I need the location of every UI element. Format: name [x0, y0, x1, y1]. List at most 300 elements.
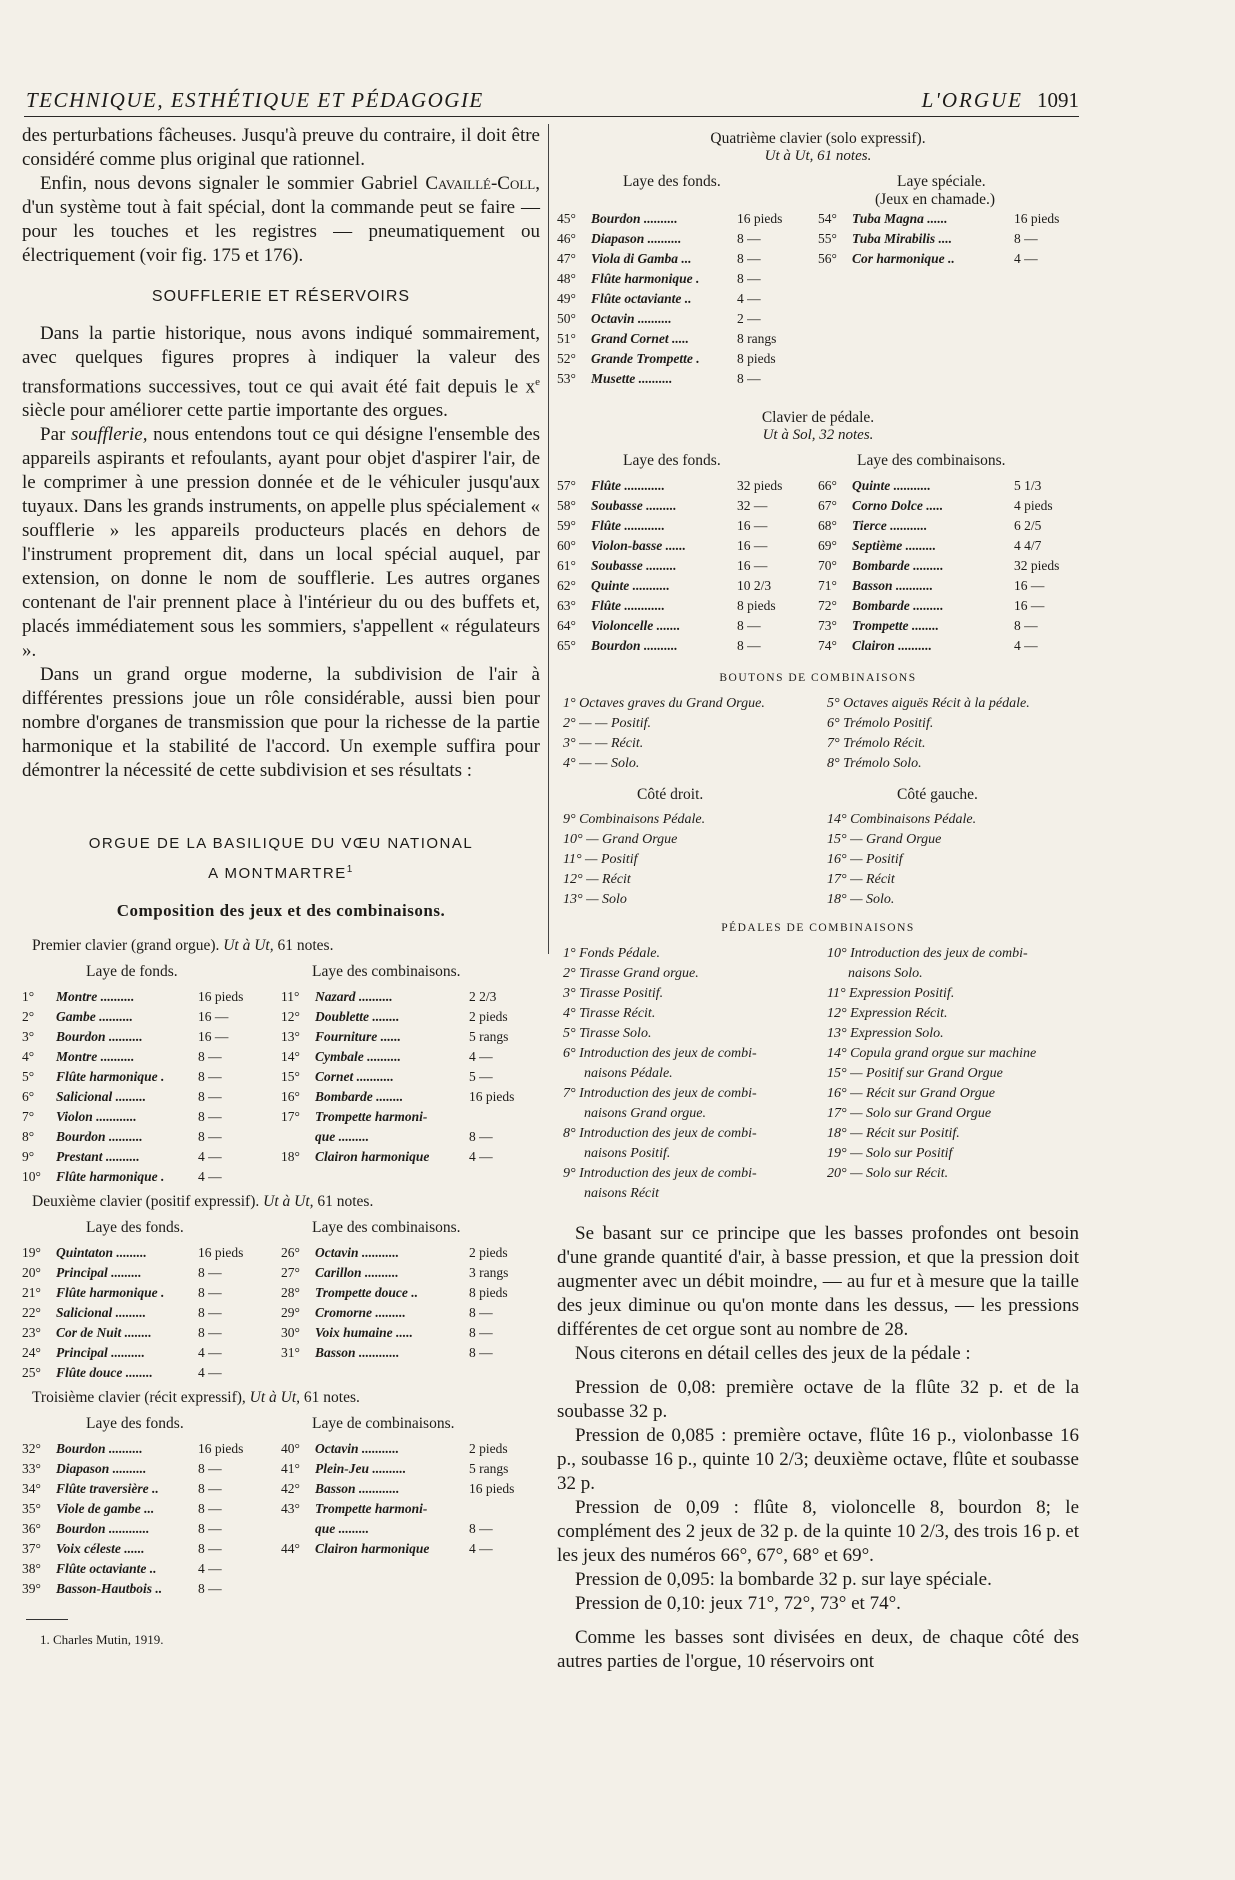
stop-row [281, 1479, 540, 1499]
right-text [557, 1222, 1079, 1674]
header-left: TECHNIQUE, ESTHÉTIQUE ET PÉDAGOGIE [26, 88, 484, 112]
stop-name: Doublette ........ [315, 1009, 400, 1025]
boutons-list [557, 694, 1079, 774]
stop-row [281, 1027, 540, 1047]
stop-footage: 16 — [198, 1029, 229, 1045]
stop-number: 70° [818, 558, 837, 573]
stop-footage: 8 — [198, 1069, 222, 1085]
cote-gauche: Côté gauche. [897, 786, 978, 803]
stop-number: 58° [557, 498, 576, 513]
combination-right: 17° — Solo sur Grand Orgue [827, 1106, 992, 1121]
pedal-title: Clavier de pédale. [761, 409, 875, 426]
combination-right: 13° Expression Solo. [827, 1026, 944, 1041]
stop-number: 24° [22, 1345, 41, 1361]
stop-name: Flûte harmonique . [56, 1285, 165, 1301]
stop-name: Cymbale .......... [315, 1049, 401, 1065]
stop-name: Octavin ........... [315, 1441, 399, 1457]
combination-left: 1° Octaves graves du Grand Orgue. [563, 696, 765, 711]
stop-name: Corno Dolce ..... [852, 498, 944, 513]
orgue-title-line2 [22, 857, 540, 887]
stop-row [281, 1303, 540, 1323]
stop-row [22, 1579, 281, 1599]
stop-column [557, 476, 818, 656]
stop-row [557, 269, 818, 289]
solo-subheads-2 [557, 191, 1079, 209]
stop-row [818, 229, 1079, 249]
stop-number: 16° [281, 1089, 300, 1105]
stop-footage: 4 — [198, 1169, 222, 1185]
stop-row [22, 1283, 281, 1303]
cotes-subheads [557, 784, 1079, 810]
stop-row [557, 636, 818, 656]
stop-row [281, 1007, 540, 1027]
stop-name: Basson ........... [852, 578, 934, 593]
stop-number: 44° [281, 1541, 300, 1557]
stop-number: 4° [22, 1049, 35, 1065]
combination-right: 12° Expression Récit. [827, 1006, 948, 1021]
p4-end: nous entendons tout ce qui désigne l'ensemble des appareils aspirants et refoulants, ayant pour objet d'aspirer l'air, de le comprimer à une pression donnée et de le véhiculer jusqu'aux tuyaux. Dans les grands instruments, on appelle plus spécialement « soufflerie » les appareils producteurs placés en dehors de l'instrument proprement dit, dans un local spécial auquel, par extension, on donne le nom de soufflerie. Les autres organes contenant de l'air prennent place à l'intérieur du ou des buffets et, placés immédiatement sous les sommiers, s'appellent « régulateurs ». [22, 424, 540, 662]
stop-footage: 8 rangs [737, 331, 777, 346]
stop-name: Clairon .......... [852, 638, 932, 653]
stop-footage: 4 — [469, 1149, 493, 1165]
stop-footage: 2 2/3 [469, 989, 497, 1005]
stop-name: Basson ............ [315, 1345, 400, 1361]
stop-row [22, 1087, 281, 1107]
stop-row [22, 1519, 281, 1539]
stop-name: Salicional ......... [56, 1305, 147, 1321]
stop-row [557, 249, 818, 269]
combination-row [557, 810, 1079, 830]
stop-name: Bourdon .......... [56, 1129, 143, 1145]
combination-right: 14° Copula grand orgue sur machine [827, 1046, 1037, 1061]
stop-name: Cornet ........... [315, 1069, 394, 1085]
stop-name: Quinte ........... [591, 578, 670, 593]
stop-footage: 8 — [198, 1501, 222, 1517]
stop-number: 37° [22, 1541, 41, 1557]
pedal-h2: Laye des combinaisons. [857, 452, 1006, 469]
stop-name: Principal ......... [56, 1265, 142, 1281]
stop-row [281, 1363, 540, 1383]
right-paragraph-5: Pression de 0,09 : flûte 8, violoncelle 8, bourdon 8; le complément des 2 jeux de 32 p. de la quinte 10 2/3, des trois 16 p. et les jeux des numéros 66°, 67°, 68° et 69°. [557, 1497, 1079, 1566]
stop-name: Diapason .......... [591, 231, 682, 246]
combination-left: 12° — Récit [563, 872, 631, 887]
stop-row [281, 1459, 540, 1479]
pedales-list [557, 944, 1079, 1204]
combination-row [557, 694, 1079, 714]
stop-name: Bombarde ......... [852, 598, 944, 613]
manual-title [32, 937, 540, 955]
manual-h2: Laye des combinaisons. [312, 963, 461, 981]
combination-right: 17° — Récit [827, 872, 895, 887]
solo-range: Ut à Ut, 61 notes. [764, 148, 872, 164]
stop-number: 67° [818, 498, 837, 513]
stop-name: Flûte harmonique . [56, 1069, 165, 1085]
stop-footage: 16 pieds [1014, 211, 1060, 226]
stop-name: Principal .......... [56, 1345, 145, 1361]
stop-row [818, 476, 1079, 496]
stop-name: Violoncelle ....... [591, 618, 681, 633]
combination-row [557, 850, 1079, 870]
stop-footage: 8 — [198, 1305, 222, 1321]
stop-footage: 8 pieds [737, 351, 776, 366]
combination-right: 16° — Positif [827, 852, 903, 867]
stop-name: Basson-Hautbois .. [56, 1581, 163, 1597]
stop-footage: 8 — [737, 271, 761, 286]
stop-name: Nazard .......... [315, 989, 393, 1005]
combination-row [557, 714, 1079, 734]
header-title: L'ORGUE [921, 88, 1023, 112]
stop-footage: 4 pieds [1014, 498, 1053, 513]
combination-row [557, 944, 1079, 964]
stop-row [281, 1559, 540, 1579]
stop-row [557, 516, 818, 536]
combination-left: 3° — — Récit. [563, 736, 644, 751]
stop-footage: 8 — [198, 1521, 222, 1537]
stop-number: 6° [22, 1089, 35, 1105]
combination-left: 4° — — Solo. [563, 756, 640, 771]
stop-name: Prestant .......... [56, 1149, 140, 1165]
stop-number: 15° [281, 1069, 300, 1085]
stop-row [557, 496, 818, 516]
manual-title [32, 1193, 540, 1211]
stop-footage: 16 pieds [198, 1245, 244, 1261]
stop-row [818, 536, 1079, 556]
stop-footage: 4 — [469, 1049, 493, 1065]
pedal-subheads [557, 450, 1079, 476]
stop-number: 22° [22, 1305, 41, 1321]
stop-name: Soubasse ......... [591, 558, 677, 573]
stop-number: 10° [22, 1169, 41, 1185]
p2-start: Enfin, nous devons signaler le sommier Gabriel [40, 173, 418, 194]
stop-row [22, 1147, 281, 1167]
stop-row [818, 616, 1079, 636]
stop-row [22, 1047, 281, 1067]
stop-name: Flûte traversière .. [56, 1481, 159, 1497]
stop-footage: 8 — [1014, 231, 1038, 246]
combination-right: 5° Octaves aiguës Récit à la pédale. [827, 696, 1030, 711]
combination-left: 2° Tirasse Grand orgue. [563, 966, 699, 981]
stop-row [281, 1539, 540, 1559]
right-paragraph-7: Pression de 0,10: jeux 71°, 72°, 73° et 74°. [575, 1593, 901, 1614]
stop-name: Octavin .......... [591, 311, 672, 326]
stop-footage: 8 — [737, 251, 761, 266]
stop-number: 12° [281, 1009, 300, 1025]
stop-row [557, 576, 818, 596]
stop-row [22, 1539, 281, 1559]
paragraph-5: Dans un grand orgue moderne, la subdivision de l'air à différentes pressions joue un rôle considérable, aussi bien pour nombre d'organes de transmission que pour la richesse de la partie harmonique et la stabilité de l'accord. Un exemple suffira pour démontrer la nécessité de cette subdivision et ses résultats : [22, 664, 540, 782]
stop-name: Voix céleste ...... [56, 1541, 145, 1557]
stop-footage: 4 — [198, 1149, 222, 1165]
stop-name: Bourdon .......... [591, 211, 678, 226]
manual-h1: Laye de fonds. [86, 963, 178, 981]
stop-name: Violon-basse ...... [591, 538, 686, 553]
right-paragraph-4: Pression de 0,085 : première octave, flûte 16 p., violonbasse 16 p., soubasse 16 p., quinte 10 2/3; deuxième octave, flûte et soubasse 32 p. [557, 1425, 1079, 1494]
manual-section [22, 1193, 540, 1383]
stop-footage: 32 pieds [1014, 558, 1060, 573]
stop-footage: 5 rangs [469, 1029, 509, 1045]
stop-number: 30° [281, 1325, 300, 1341]
combination-row [557, 1144, 1079, 1164]
right-column [557, 130, 1079, 1674]
stop-number: 40° [281, 1441, 300, 1457]
stop-footage: 8 — [737, 618, 761, 633]
p4-term: soufflerie, [70, 424, 148, 446]
stop-number: 49° [557, 291, 576, 306]
right-paragraph-2: Nous citerons en détail celles des jeux de la pédale : [575, 1343, 971, 1364]
combination-left: 9° Introduction des jeux de combi- [563, 1166, 757, 1181]
stop-name: Gambe .......... [56, 1009, 133, 1025]
stop-column [281, 1439, 540, 1599]
stop-name: Soubasse ......... [591, 498, 677, 513]
right-paragraph-6: Pression de 0,095: la bombarde 32 p. sur laye spéciale. [575, 1569, 992, 1590]
stop-row [818, 209, 1079, 229]
cote-droit: Côté droit. [637, 786, 704, 803]
stop-name: Trompette ........ [852, 618, 939, 633]
stop-footage: 16 — [198, 1009, 229, 1025]
combination-row [557, 1004, 1079, 1024]
stop-column [22, 1439, 281, 1599]
stop-footage: 16 pieds [469, 1481, 515, 1497]
manual-name: Deuxième clavier (positif expressif). [32, 1193, 260, 1211]
p3-end: siècle pour améliorer cette partie importante des orgues. [22, 400, 448, 422]
stop-footage: 16 pieds [198, 1441, 244, 1457]
stop-row [281, 1579, 540, 1599]
right-paragraph-3: Pression de 0,08: première octave de la flûte 32 p. et de la soubasse 32 p. [557, 1377, 1079, 1422]
combination-row [557, 1124, 1079, 1144]
stop-footage: 8 — [198, 1049, 222, 1065]
combination-row [557, 1164, 1079, 1184]
stop-name: Trompette harmoni- [315, 1109, 428, 1125]
stop-number: 57° [557, 478, 576, 493]
stop-row [22, 1007, 281, 1027]
stop-row [281, 1323, 540, 1343]
stop-name: Montre .......... [56, 989, 135, 1005]
stop-footage: 5 — [469, 1069, 493, 1085]
combination-left: naisons Pédale. [563, 1066, 673, 1081]
stop-number: 53° [557, 371, 576, 386]
stop-row [281, 1127, 540, 1147]
stop-name: Quinte ........... [852, 478, 931, 493]
combination-left: naisons Récit [563, 1186, 660, 1201]
stop-column [22, 1243, 281, 1383]
stop-row [281, 1147, 540, 1167]
stop-number: 17° [281, 1109, 300, 1125]
stop-name: Flûte octaviante .. [56, 1561, 157, 1577]
manual-name: Troisième clavier (récit expressif), [32, 1389, 246, 1407]
combination-right: 6° Trémolo Positif. [827, 716, 934, 731]
stop-column [281, 987, 540, 1187]
stop-footage: 4 — [1014, 251, 1038, 266]
solo-subheads [557, 171, 1079, 191]
stop-number: 56° [818, 251, 837, 266]
stop-name: Basson ............ [315, 1481, 400, 1497]
stop-row [557, 229, 818, 249]
stop-row [22, 1127, 281, 1147]
stop-row [818, 576, 1079, 596]
stop-name: Salicional ......... [56, 1089, 147, 1105]
combination-row [557, 964, 1079, 984]
stop-footage: 8 — [469, 1345, 493, 1361]
stop-row [557, 536, 818, 556]
stop-name: Quintaton ......... [56, 1245, 147, 1261]
manual-notes: 61 notes. [303, 1389, 360, 1407]
combination-right: naisons Solo. [827, 966, 923, 981]
stop-number: 52° [557, 351, 576, 366]
stop-number: 42° [281, 1481, 300, 1497]
p4-start: Par [40, 424, 71, 446]
stop-column [557, 209, 818, 389]
stop-footage: 16 — [1014, 598, 1045, 613]
cotes-list [557, 810, 1079, 910]
stop-footage: 4 — [198, 1345, 222, 1361]
stop-footage: 8 — [469, 1305, 493, 1321]
stop-name: Flûte harmonique . [56, 1169, 165, 1185]
stop-number: 65° [557, 638, 576, 653]
combination-left: 9° Combinaisons Pédale. [563, 812, 706, 827]
stop-number: 68° [818, 518, 837, 533]
stop-footage: 8 — [469, 1521, 493, 1537]
stop-number: 21° [22, 1285, 41, 1301]
stop-number: 8° [22, 1129, 35, 1145]
stop-footage: 8 pieds [737, 598, 776, 613]
header-right [922, 88, 1079, 113]
stop-footage: 8 — [737, 231, 761, 246]
stop-name: Tuba Mirabilis .... [852, 231, 953, 246]
solo-title: Quatrième clavier (solo expressif). [710, 130, 926, 147]
stop-number: 31° [281, 1345, 300, 1361]
combination-right: 14° Combinaisons Pédale. [827, 812, 977, 827]
stop-row [281, 1283, 540, 1303]
stop-number: 13° [281, 1029, 300, 1045]
paragraph-4 [22, 423, 540, 663]
stop-footage: 2 pieds [469, 1441, 508, 1457]
combination-right: 20° — Solo sur Récit. [827, 1166, 949, 1181]
stop-footage: 8 — [198, 1089, 222, 1105]
stop-name: Flûte ............ [591, 518, 665, 533]
p3-century: x [525, 376, 536, 398]
stop-number: 62° [557, 578, 576, 593]
stop-footage: 8 — [737, 371, 761, 386]
stop-row [281, 1499, 540, 1519]
stop-row [818, 596, 1079, 616]
stop-number: 35° [22, 1501, 41, 1517]
stop-footage: 8 — [198, 1129, 222, 1145]
manual-range: Ut à Ut, [223, 937, 274, 955]
combination-right: 11° Expression Positif. [827, 986, 955, 1001]
stop-footage: 8 — [469, 1129, 493, 1145]
manual-name: Premier clavier (grand orgue). [32, 937, 220, 955]
stop-name: Septième ......... [852, 538, 936, 553]
stop-name: Bourdon .......... [591, 638, 678, 653]
stop-name: Cor harmonique .. [852, 251, 955, 266]
combination-left: naisons Grand orgue. [563, 1106, 706, 1121]
p2-name: Cavaillé-Coll [425, 173, 536, 194]
combination-right: 16° — Récit sur Grand Orgue [827, 1086, 996, 1101]
stop-number: 11° [281, 989, 300, 1005]
stop-row [22, 1459, 281, 1479]
stop-row [22, 1343, 281, 1363]
stop-name: Fourniture ...... [315, 1029, 401, 1045]
stop-name: Bourdon .......... [56, 1441, 143, 1457]
paragraph-2 [22, 172, 540, 268]
stop-footage: 2 pieds [469, 1009, 508, 1025]
stop-name: Flûte ............ [591, 478, 665, 493]
stop-number: 32° [22, 1441, 41, 1457]
stop-row [557, 209, 818, 229]
stop-number: 61° [557, 558, 576, 573]
stop-row [22, 1323, 281, 1343]
stop-row [22, 987, 281, 1007]
combination-left: 8° Introduction des jeux de combi- [563, 1126, 757, 1141]
stop-row [281, 1519, 540, 1539]
stop-row [22, 1499, 281, 1519]
combination-left: 5° Tirasse Solo. [563, 1026, 652, 1041]
stop-footage: 4 — [469, 1541, 493, 1557]
stop-row [281, 1047, 540, 1067]
stop-row [22, 1027, 281, 1047]
stop-number: 69° [818, 538, 837, 553]
stop-row [22, 1439, 281, 1459]
stop-footage: 8 — [198, 1285, 222, 1301]
stop-row [281, 1343, 540, 1363]
composition-title: Composition des jeux et des combinaisons. [116, 901, 446, 921]
combination-row [557, 754, 1079, 774]
manual-h1: Laye des fonds. [86, 1219, 184, 1237]
left-column [22, 124, 540, 1648]
stop-footage: 5 rangs [469, 1461, 509, 1477]
stop-name: Voix humaine ..... [315, 1325, 413, 1341]
stop-name: Flûte douce ........ [56, 1365, 153, 1381]
combination-right: 15° — Positif sur Grand Orgue [827, 1066, 1003, 1081]
stop-column [818, 476, 1079, 656]
stop-row [22, 1303, 281, 1323]
stop-name: Bombarde ......... [852, 558, 944, 573]
stop-number: 73° [818, 618, 837, 633]
combination-row [557, 830, 1079, 850]
stop-number: 2° [22, 1009, 35, 1025]
combination-row [557, 870, 1079, 890]
paragraph-1: des perturbations fâcheuses. Jusqu'à preuve du contraire, il doit être considéré comme plus original que rationnel. [22, 125, 540, 170]
manual-subheads [22, 961, 540, 987]
stop-footage: 8 — [198, 1581, 222, 1597]
stop-row [281, 1439, 540, 1459]
manuals-list [22, 937, 540, 1599]
stop-number: 7° [22, 1109, 35, 1125]
stop-footage: 16 pieds [737, 211, 783, 226]
stop-column [818, 209, 1079, 389]
combination-right: 18° — Solo. [827, 892, 895, 907]
stop-row [22, 1479, 281, 1499]
stop-footage: 8 — [1014, 618, 1038, 633]
paragraph-3 [22, 322, 540, 423]
stop-row [818, 556, 1079, 576]
combination-left: 3° Tirasse Positif. [563, 986, 664, 1001]
stop-number: 45° [557, 211, 576, 226]
stop-name: Viola di Gamba ... [591, 251, 692, 266]
stop-number: 59° [557, 518, 576, 533]
stop-footage: 6 2/5 [1014, 518, 1042, 533]
stop-column [22, 987, 281, 1187]
stop-name: Bourdon ............ [56, 1521, 150, 1537]
stop-number: 14° [281, 1049, 300, 1065]
stop-column [281, 1243, 540, 1383]
combination-right: 10° Introduction des jeux de combi- [827, 946, 1028, 961]
stop-name: Cromorne ......... [315, 1305, 406, 1321]
stop-row [22, 1243, 281, 1263]
p3-start: Dans la partie historique, nous avons indiqué sommairement, avec quelques figures propres à indiquer la valeur des transformations successives, tout ce qui avait été fait depuis le [22, 323, 540, 398]
stop-row [557, 329, 818, 349]
stop-row [557, 369, 818, 389]
